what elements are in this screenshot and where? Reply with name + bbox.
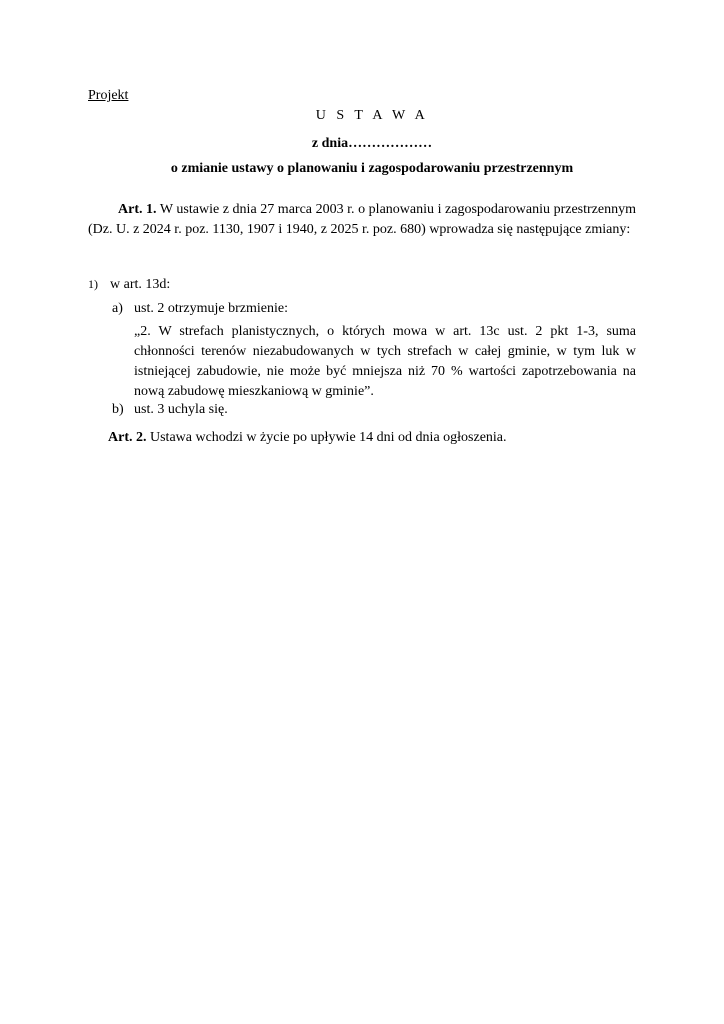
document-subtitle: o zmianie ustawy o planowaniu i zagospodarowaniu przestrzennym (170, 161, 574, 176)
point-b-letter: b) (112, 402, 124, 417)
article-2-number: Art. 2. (108, 430, 147, 445)
point-1-text: w art. 13d: (110, 277, 171, 292)
point-a-text: ust. 2 otrzymuje brzmienie: (134, 301, 288, 316)
draft-label: Projekt (88, 88, 129, 103)
quote-line-2: chłonności terenów niezabudowanych w tych strefach w całej gminie, w tym luk w (134, 344, 636, 359)
quote-line-1: „2. W strefach planistycznych, o których mowa w art. 13c ust. 2 pkt 1-3, suma (134, 324, 636, 339)
point-a (112, 299, 288, 319)
article-1-number: Art. 1. (118, 202, 157, 217)
article-1 (88, 200, 636, 240)
point-a-letter: a) (112, 301, 123, 316)
article-2-text: Ustawa wchodzi w życie po upływie 14 dni od dnia ogłoszenia. (150, 430, 507, 445)
quote-line-4: nową zabudowę mieszkaniową w gminie”. (134, 384, 374, 399)
point-1 (88, 274, 170, 295)
article-2 (108, 428, 507, 448)
date-line: z dnia……………… (311, 136, 433, 151)
amendment-quote (134, 322, 636, 402)
point-b-text: ust. 3 uchyla się. (134, 402, 228, 417)
document-title: U S T A W A (315, 108, 429, 123)
article-1-text: W ustawie z dnia 27 marca 2003 r. o planowaniu i zagospodarowaniu przestrzennym (Dz. U. z 2024 r. poz. 1130, 1907 i 1940, z 2025 r. poz. 680) wprowadza się następujące zmiany: (88, 202, 636, 237)
quote-line-3: istniejącej zabudowie, nie może być mniejsza niż 70 % wartości zapotrzebowania na (134, 364, 636, 379)
point-1-number: 1) (88, 277, 98, 291)
point-b (112, 400, 228, 420)
